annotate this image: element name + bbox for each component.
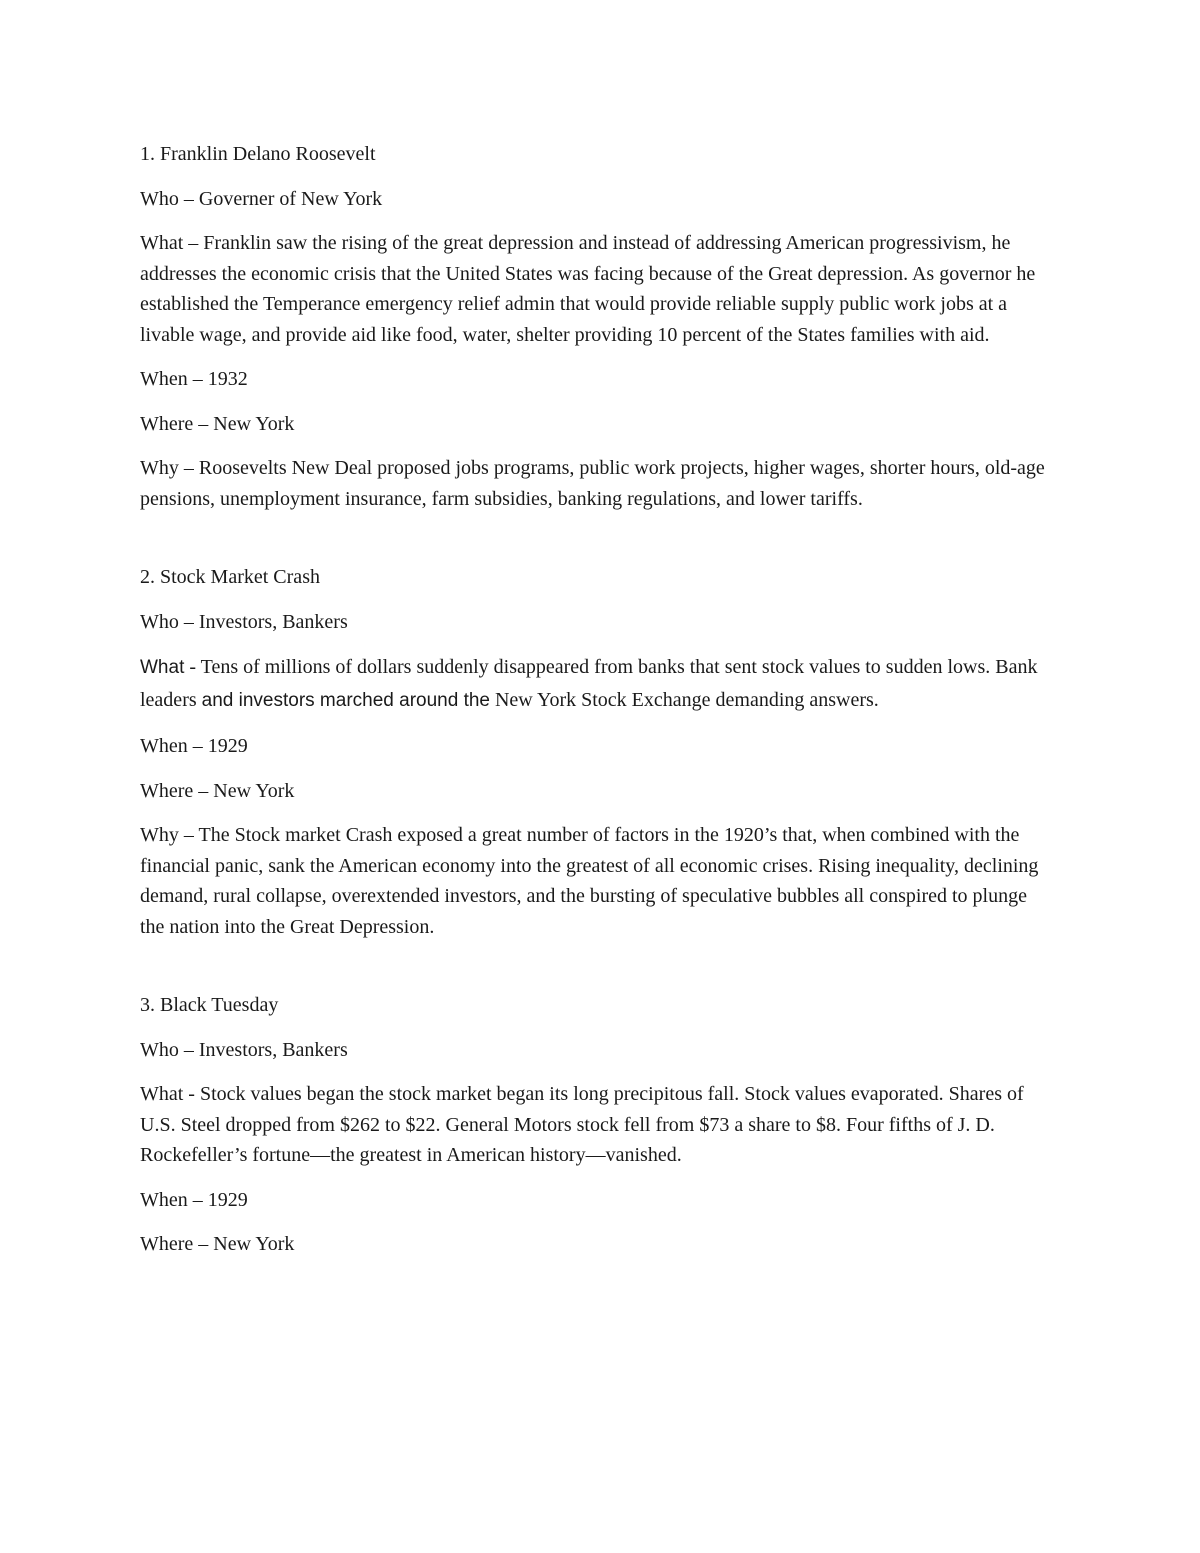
entry-what-text-3: New York Stock Exchange demanding answers. — [489, 689, 879, 711]
document-body — [140, 139, 1055, 1274]
entry-heading: 3. Black Tuesday — [140, 994, 279, 1016]
entry-who: Who – Investors, Bankers — [140, 610, 348, 633]
entry-where: Where – New York — [140, 779, 295, 802]
entry-franklin-delano-roosevelt — [140, 139, 1055, 514]
entry-black-tuesday — [140, 990, 1055, 1260]
section-spacer — [140, 528, 1055, 562]
entry-who: Who – Investors, Bankers — [140, 1038, 348, 1061]
entry-who: Who – Governer of New York — [140, 187, 383, 210]
entry-heading: 2. Stock Market Crash — [140, 566, 320, 588]
entry-what-label: What — [140, 657, 185, 678]
entry-when: When – 1929 — [140, 1188, 248, 1211]
entry-what: What - Stock values began the stock market began its long precipitous fall. Stock values evaporated. Shares of U.S. Steel dropped from $262 to $22. General Motors stock fell from $73 a share to $8. Four fifths of J. D. Rockefeller’s fortune—the greatest in American history—vanished. — [140, 1083, 1024, 1166]
entry-what-text-2: and investors marched around the — [201, 690, 490, 711]
entry-stock-market-crash — [140, 562, 1055, 942]
entry-where: Where – New York — [140, 1233, 295, 1255]
entry-when: When – 1932 — [140, 368, 248, 390]
entry-what — [140, 651, 1055, 717]
entry-when: When – 1929 — [140, 735, 248, 757]
entry-what: What – Franklin saw the rising of the great depression and instead of addressing American progressivism, he addresses the economic crisis that the United States was facing because of the Great depression. As governor he established the Temperance emergency relief admin that would provide reliable supply public work jobs at a livable wage, and provide aid like food, water, shelter providing 10 percent of the States families with aid. — [140, 232, 1036, 346]
entry-what-text-1: - Tens of millions of dollars suddenly disappeared from banks that sent stock values to sudden lows. Bank leaders — [140, 656, 1038, 711]
section-spacer — [140, 956, 1055, 990]
entry-heading: 1. Franklin Delano Roosevelt — [140, 143, 376, 165]
entry-where: Where – New York — [140, 412, 295, 435]
entry-why: Why – The Stock market Crash exposed a great number of factors in the 1920’s that, when combined with the financial panic, sank the American economy into the greatest of all economic crises. Rising inequality, declining demand, rural collapse, overextended investors, and the bursting of speculative bubbles all conspired to plunge the nation into the Great Depression. — [140, 824, 1039, 938]
entry-why: Why – Roosevelts New Deal proposed jobs programs, public work projects, higher wages, shorter hours, old-age pensions, unemployment insurance, farm subsidies, banking regulations, and lower tariffs. — [140, 457, 1045, 510]
